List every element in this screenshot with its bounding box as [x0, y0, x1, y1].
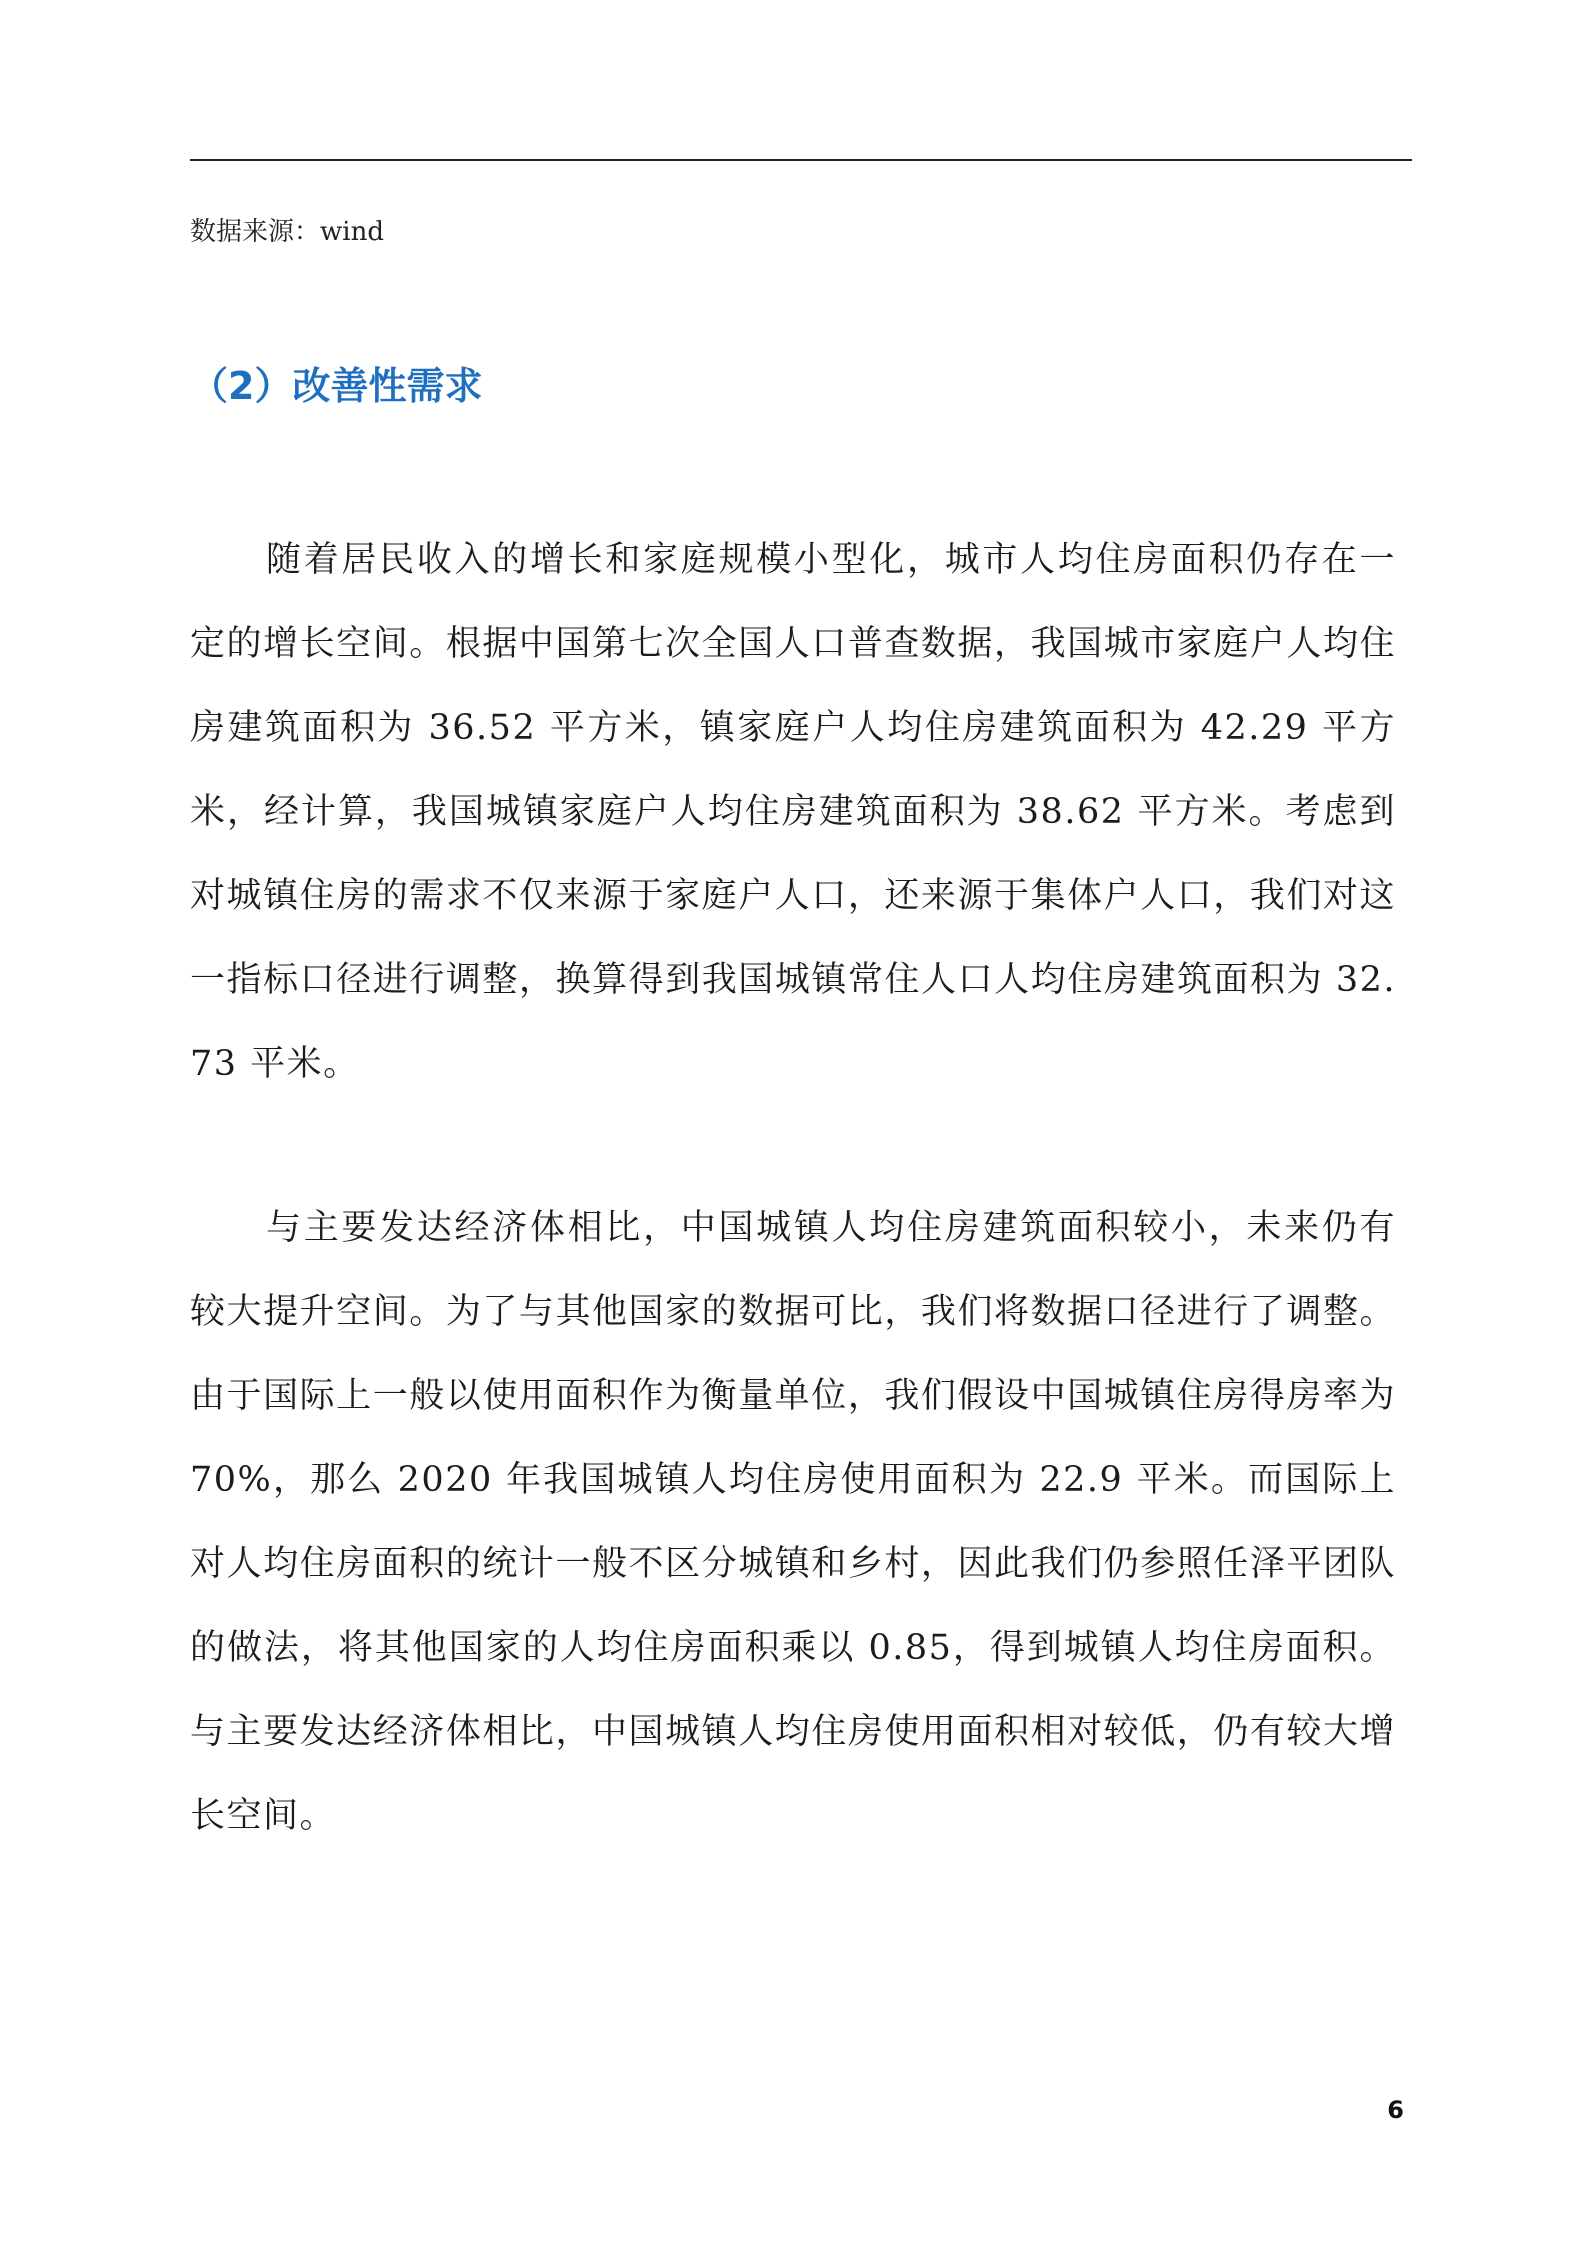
header-rule — [190, 159, 1412, 161]
section-heading: （2）改善性需求 — [190, 364, 483, 408]
data-source-note: 数据来源：wind — [190, 217, 384, 247]
page-number: 6 — [1387, 2096, 1404, 2124]
body-paragraph-1: 随着居民收入的增长和家庭规模小型化，城市人均住房面积仍存在一定的增长空间。根据中国第七次全国人口普查数据，我国城市家庭户人均住房建筑面积为 36.52 平方米，镇家庭户人均住房建筑面积为 42.29 平方米，经计算，我国城镇家庭户人均住房建筑面积为 38.62 平方米。考虑到对城镇住房的需求不仅来源于家庭户人口，还来源于集体户人口，我们对这一指标口径进行调整，换算得到我国城镇常住人口人均住房建筑面积为 32.73 平米。 — [190, 540, 1396, 1084]
body-paragraph-2: 与主要发达经济体相比，中国城镇人均住房建筑面积较小，未来仍有较大提升空间。为了与其他国家的数据可比，我们将数据口径进行了调整。由于国际上一般以使用面积作为衡量单位，我们假设中国城镇住房得房率为 70%，那么 2020 年我国城镇人均住房使用面积为 22.9 平米。而国际上对人均住房面积的统计一般不区分城镇和乡村，因此我们仍参照任泽平团队的做法，将其他国家的人均住房面积乘以 0.85，得到城镇人均住房面积。与主要发达经济体相比，中国城镇人均住房使用面积相对较低，仍有较大增长空间。 — [190, 1208, 1396, 1836]
